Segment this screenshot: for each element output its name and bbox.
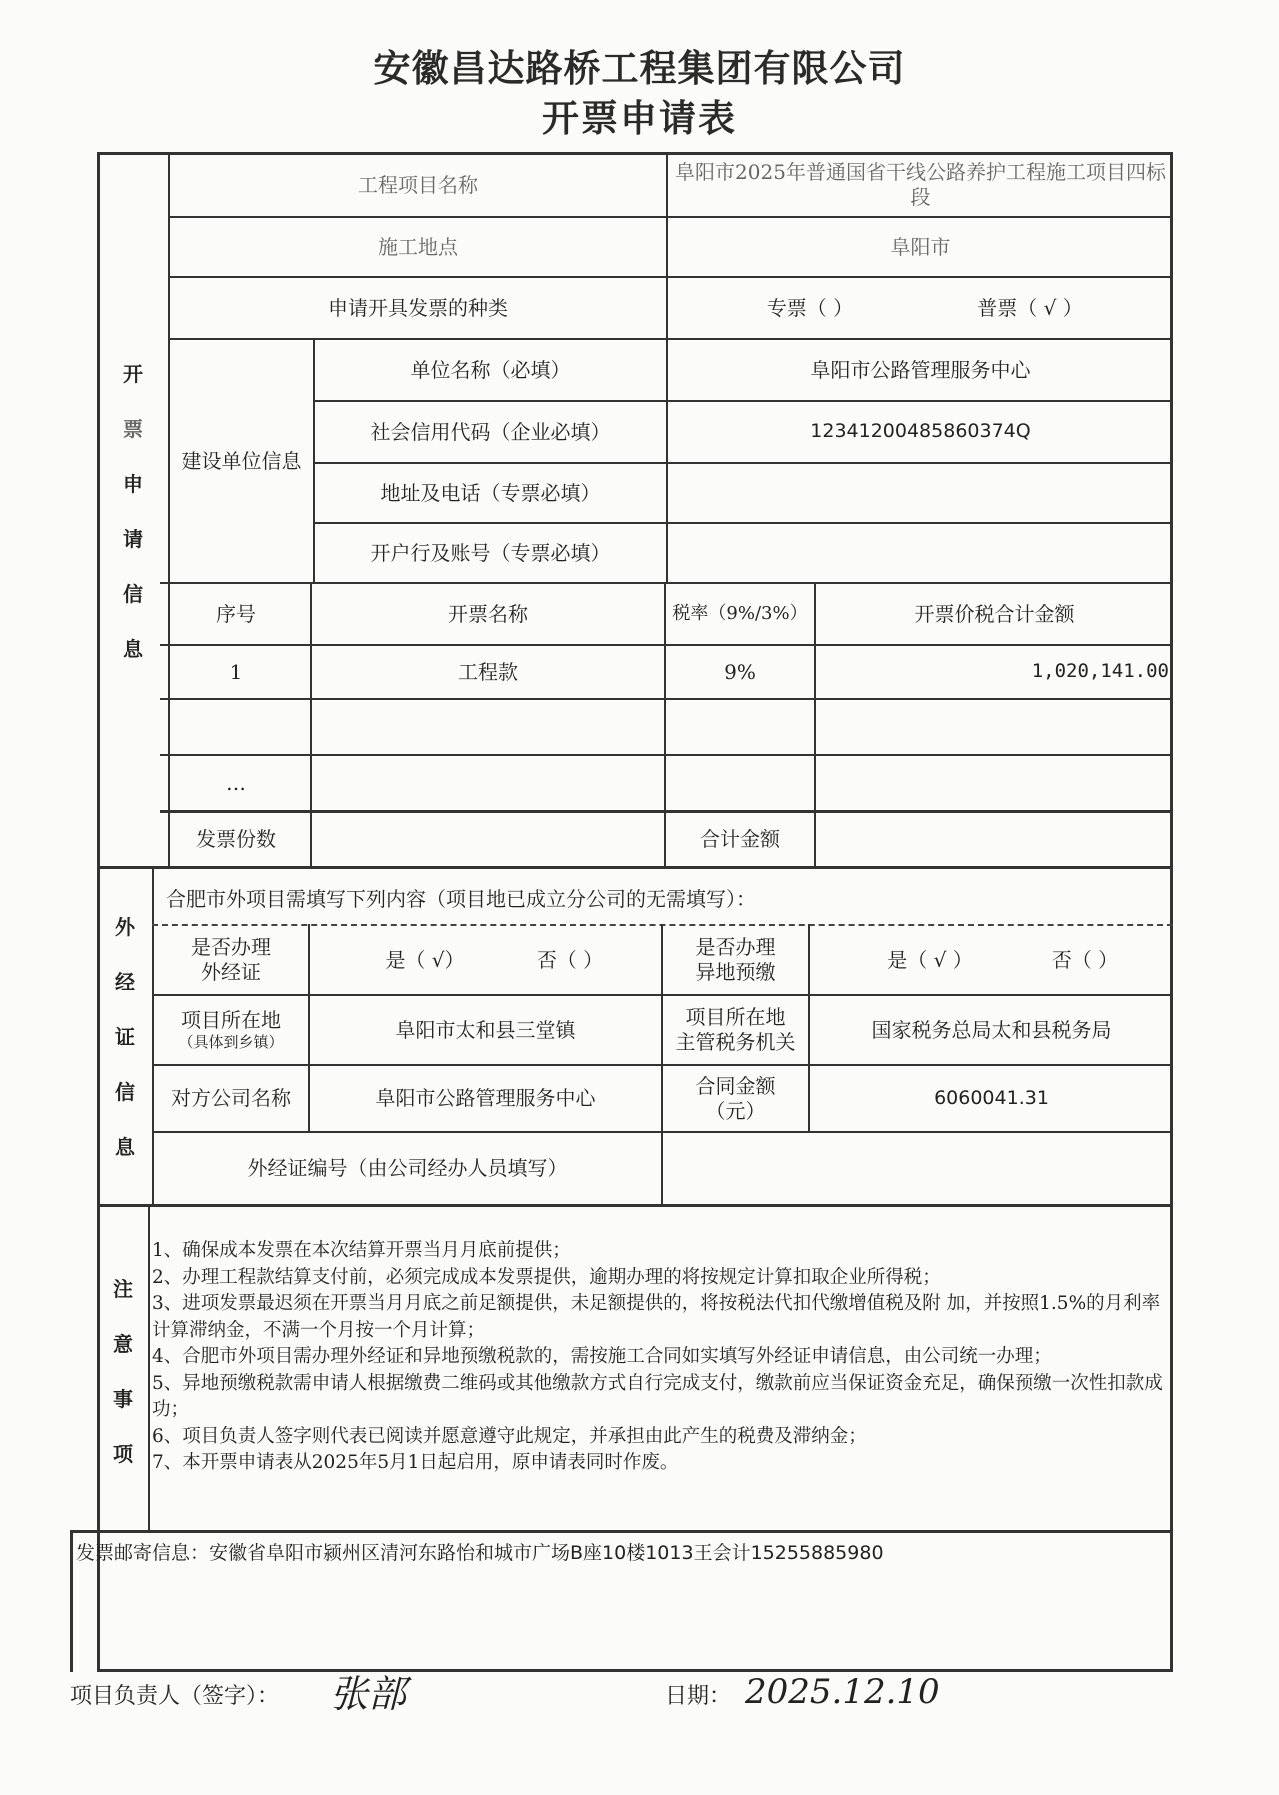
side-char: 证 [115,1024,135,1049]
note-item: 6、项目负责人签字则代表已阅读并愿意遵守此规定，并承担由此产生的税费及滞纳金； [152,1425,867,1447]
bank-account-value[interactable] [668,524,1173,582]
note-item: 4、合肥市外项目需办理外经证和异地预缴税款的，需按施工合同如实填写外经证申请信息，由公司统一办理； [152,1346,1052,1367]
counterparty-label: 对方公司名称 [171,1086,291,1110]
counterparty-value[interactable]: 阜阳市公路管理服务中心 [375,1086,596,1110]
note-item: 3、进项发票最迟须在开票当月月底之前足额提供，未足额提供的，将按税法代扣代缴增值税及附 加，并按照1.5%的月利率计算滞纳金，不满一个月按一个月计算； [152,1293,1161,1341]
side-char: 息 [115,1134,135,1159]
project-location-sub: （具体到乡镇） [178,1033,284,1052]
contract-amount-label: 合同金额 （元） [695,1073,776,1123]
item-rate[interactable]: 9% [724,659,756,684]
section-divider [97,1204,1173,1207]
builder-name-value[interactable]: 阜阳市公路管理服务中心 [810,357,1031,382]
invoice-type-label: 申请开具发票的种类 [328,295,508,320]
note-item: 2、办理工程款结算支付前，必须完成成本发票提供，逾期办理的将按规定计算扣取企业所得税； [152,1266,941,1288]
items-header-seq: 序号 [216,601,256,626]
item-seq: 1 [229,659,243,684]
credit-code-label: 社会信用代码（企业必填） [370,419,611,444]
item-amount[interactable]: 1,020,141.00 [1031,660,1169,683]
invoice-count-label: 发票份数 [196,827,276,851]
signature: 张部 [330,1672,407,1717]
side-char: 息 [123,637,143,661]
item-seq [162,700,310,754]
location-value[interactable]: 阜阳市 [890,234,951,259]
section3-side-label [98,1250,148,1490]
date-value: 2025.12.10 [745,1671,940,1712]
builder-name-label: 单位名称（必填） [410,357,571,382]
item-rate[interactable] [666,700,814,754]
tax-authority-value[interactable]: 国家税务总局太和县税务局 [871,1017,1112,1042]
side-char: 申 [123,472,143,496]
external-intro: 合肥市外项目需填写下列内容（项目地已成立分公司的无需填写）： [166,886,756,911]
note-item: 1、确保成本发票在本次结算开票当月月底前提供； [152,1240,571,1261]
invoice-type-special-option[interactable]: 专票（ ） [766,295,854,320]
item-name[interactable]: 工程款 [458,659,518,684]
side-char: 项 [113,1442,133,1466]
address-phone-value[interactable] [668,464,1173,522]
credit-code-value[interactable]: 12341200485860374Q [810,420,1031,443]
side-char: 信 [123,582,143,606]
section1-side-label [98,360,168,660]
side-char: 事 [113,1387,133,1411]
project-name-label: 工程项目名称 [358,172,478,197]
side-char: 信 [115,1079,135,1104]
item-amount[interactable] [816,756,1173,810]
note-item: 5、异地预缴税款需申请人根据缴费二维码或其他缴款方式自行完成支付，缴款前应当保证资金充足，确保预缴一次性扣款成功； [152,1372,1163,1420]
prepay-yes-option[interactable]: 是（ √ ） [887,947,973,972]
form-title: 开票申请表 [542,97,737,140]
handle-cert-label: 是否办理 外经证 [191,935,271,984]
builder-group-label: 建设单位信息 [181,448,302,473]
handle-cert-no-option[interactable]: 否（ ） [536,947,604,972]
item-name[interactable] [312,700,664,754]
side-char: 开 [123,362,143,386]
total-amount-label: 合计金额 [700,827,780,851]
notes-list [152,1238,1172,1477]
date-label: 日期： [665,1684,732,1710]
address-phone-label: 地址及电话（专票必填） [380,480,601,505]
mailing-left-border [70,1530,73,1672]
mailing-info: 发票邮寄信息：安徽省阜阳市颍州区清河东路怡和城市广场B座10楼1013王会计15255885980 [76,1542,884,1565]
prepay-no-option[interactable]: 否（ ） [1051,947,1119,972]
tax-authority-label: 项目所在地 主管税务机关 [675,1005,796,1054]
item-name[interactable] [312,756,664,810]
total-amount-value[interactable] [816,813,1173,866]
items-header-rate: 税率（9%/3%） [672,602,808,624]
company-name: 安徽昌达路桥工程集团有限公司 [373,47,906,90]
signer-label: 项目负责人（签字）： [70,1684,280,1710]
side-char: 请 [123,527,143,551]
side-char: 外 [115,914,135,939]
handle-cert-yes-option[interactable]: 是（ √） [385,947,465,972]
project-name-value[interactable]: 阜阳市2025年普通国省干线公路养护工程施工项目四标段 [675,160,1166,209]
invoice-type-general-option[interactable]: 普票（ √ ） [977,295,1083,320]
cert-number-value[interactable] [663,1133,1173,1204]
prepay-label: 是否办理 异地预缴 [695,935,776,984]
section3-divider [148,1204,150,1530]
section-divider [70,1530,1173,1533]
invoice-count-value[interactable] [312,813,664,866]
item-amount[interactable] [816,700,1173,754]
side-char: 票 [123,417,143,441]
bank-account-label: 开户行及账号（专票必填） [370,540,611,565]
project-location-value[interactable]: 阜阳市太和县三堂镇 [395,1017,576,1042]
note-item: 7、本开票申请表从2025年5月1日起启用，原申请表同时作废。 [152,1452,679,1473]
contract-amount-value[interactable]: 6060041.31 [934,1086,1049,1109]
item-seq: … [226,770,246,795]
cert-number-label: 外经证编号（由公司经办人员填写） [247,1156,568,1180]
side-char: 注 [113,1277,133,1301]
items-header-name: 开票名称 [448,601,528,626]
location-label: 施工地点 [378,234,458,259]
items-header-amount: 开票价税合计金额 [914,601,1075,626]
side-char: 意 [113,1332,133,1356]
item-rate[interactable] [666,756,814,810]
section2-side-label [98,900,152,1170]
project-location-label: 项目所在地 [181,1008,281,1033]
side-char: 经 [115,969,135,994]
project-location-cell [154,996,308,1064]
